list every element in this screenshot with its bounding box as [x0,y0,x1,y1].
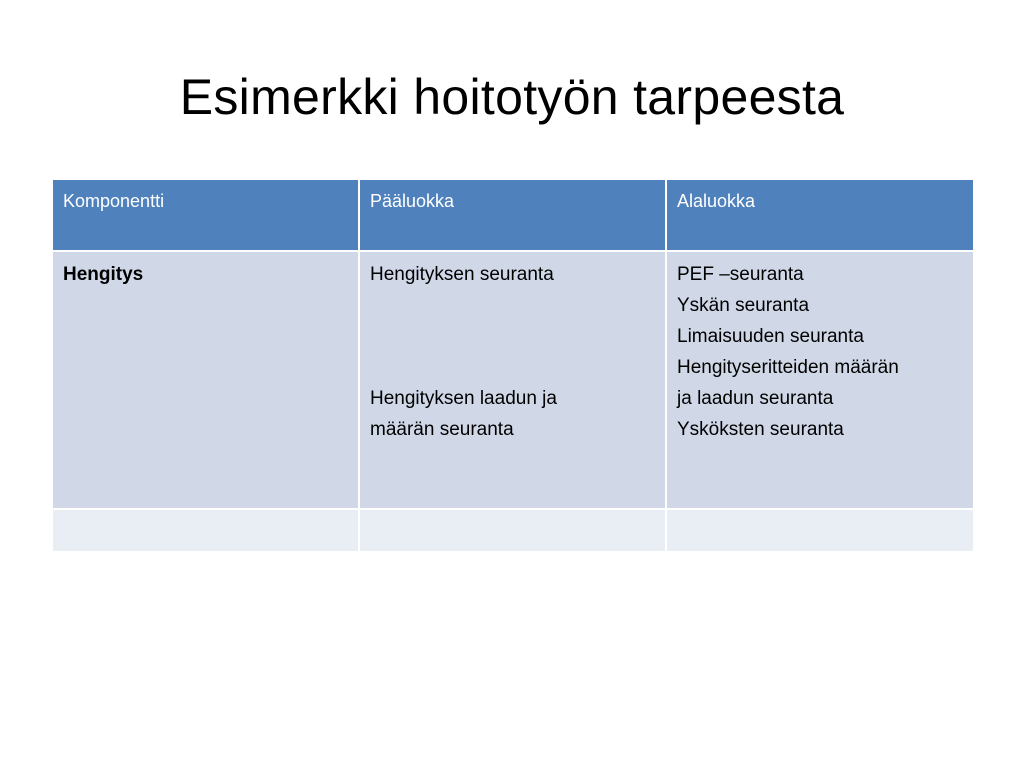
cell-alaluokka [666,251,974,509]
empty-cell [666,509,974,552]
header-row [52,179,974,251]
table-row-empty [52,509,974,552]
paaluokka-item: Hengityksen laadun ja [370,388,557,409]
spacer [370,290,655,383]
header-komponentti: Komponentti [52,179,359,251]
paaluokka-item: Hengityksen seuranta [370,264,554,285]
cell-paaluokka [359,251,666,509]
data-table [51,178,975,553]
cell-komponentti: Hengitys [52,251,359,509]
empty-cell [359,509,666,552]
alaluokka-item: Hengityseritteiden määrän [677,357,899,378]
table-row [52,251,974,509]
alaluokka-item: PEF –seuranta [677,264,804,285]
table-header [52,179,974,251]
alaluokka-item: Yskän seuranta [677,295,810,316]
alaluokka-item: Ysköksten seuranta [677,419,844,440]
alaluokka-item: Limaisuuden seuranta [677,326,864,347]
header-paaluokka: Pääluokka [359,179,666,251]
empty-cell [52,509,359,552]
slide-title: Esimerkki hoitotyön tarpeesta [179,69,845,125]
header-alaluokka: Alaluokka [666,179,974,251]
alaluokka-item: ja laadun seuranta [677,388,834,409]
paaluokka-item: määrän seuranta [370,419,514,440]
